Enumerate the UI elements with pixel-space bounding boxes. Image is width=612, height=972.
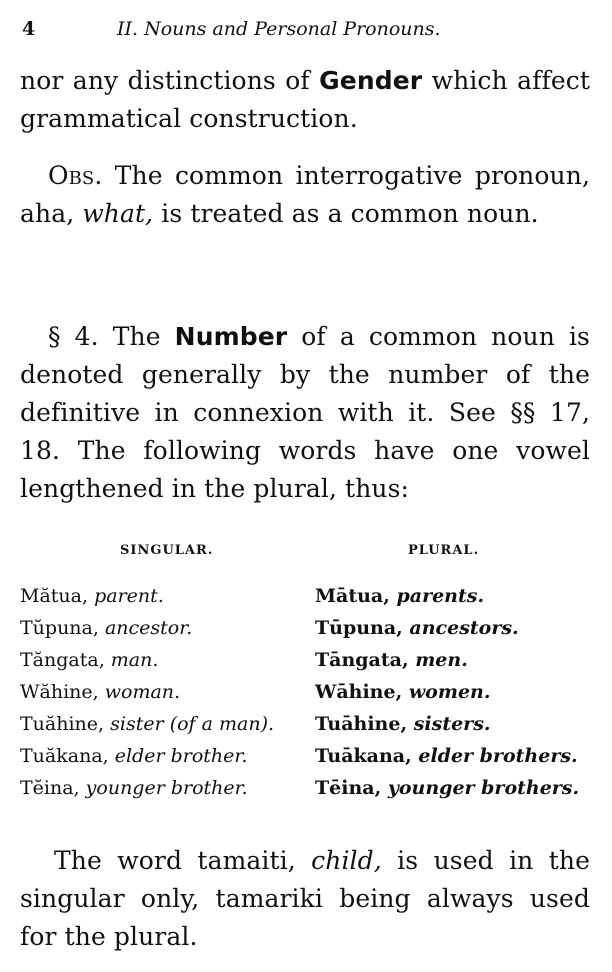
plural-gloss: sisters. [413,713,491,735]
obs-label: Obs. [48,161,103,190]
plural-cell [315,676,490,708]
singular-gloss: sister (of a man). [110,713,275,735]
paragraph-gender: nor any distinctions of Gender which affect grammatical construction. [20,66,590,133]
singular-cell [20,676,180,708]
plural-word: Tuāhine, [315,713,408,735]
plural-word: Tūpuna, [315,617,403,639]
table-row [20,708,600,740]
singular-cell [20,740,247,772]
plural-cell [315,580,484,612]
singular-gloss: younger brother. [85,777,248,799]
singular-word: Tuăkana, [20,745,109,767]
plural-gloss: elder brothers. [418,745,578,767]
singular-gloss: elder brother. [114,745,248,767]
singular-cell [20,612,192,644]
column-head-singular: SINGULAR. [120,543,214,558]
table-row [20,676,600,708]
table-row [20,644,600,676]
singular-gloss: parent. [94,585,164,607]
singular-gloss: man. [110,649,159,671]
plural-cell [315,740,578,772]
plural-cell [315,612,519,644]
plural-gloss: women. [408,681,491,703]
plural-word: Tāngata, [315,649,409,671]
singular-gloss: ancestor. [104,617,193,639]
singular-word: Tăngata, [20,649,105,671]
singular-cell [20,644,158,676]
singular-word: Wăhine, [20,681,99,703]
table-row [20,580,600,612]
paragraph-section-4: § 4. The Number of a common noun is denoted generally by the number of the definitive in connexion with it. See §§ 17, 18. The following words have one vowel lengthened in the plural, thus: [20,322,590,503]
singular-cell [20,580,164,612]
plural-gloss: parents. [396,585,485,607]
plural-gloss: ancestors. [409,617,519,639]
plural-cell [315,772,579,804]
term-gender: Gender [319,66,423,95]
plural-word: Wāhine, [315,681,403,703]
term-number: Number [174,322,288,351]
word-table [20,580,600,804]
plural-word: Tēina, [315,777,382,799]
table-row [20,740,600,772]
plural-cell [315,708,491,740]
paragraph-obs: Obs. The common interrogative pronoun, aha, what, is treated as a common noun. [20,161,590,228]
singular-word: Tŭpuna, [20,617,99,639]
singular-word: Tuăhine, [20,713,105,735]
plural-word: Tuākana, [315,745,412,767]
singular-cell [20,708,274,740]
plural-word: Mātua, [315,585,390,607]
section-mark: § 4. [48,322,99,351]
plural-cell [315,644,468,676]
column-head-plural: PLURAL. [408,543,480,558]
page-number: 4 [22,18,36,40]
singular-word: Tĕina, [20,777,80,799]
singular-cell [20,772,248,804]
running-header [22,18,590,44]
plural-gloss: men. [415,649,468,671]
table-row [20,772,600,804]
paragraph-tamaiti: The word tamaiti, child, is used in the singular only, tamariki being always used for the plural. [20,846,590,951]
singular-word: Mătua, [20,585,89,607]
singular-gloss: woman. [104,681,181,703]
table-row [20,612,600,644]
plural-gloss: younger brothers. [387,777,580,799]
running-title: II. Nouns and Personal Pronouns. [117,18,441,40]
